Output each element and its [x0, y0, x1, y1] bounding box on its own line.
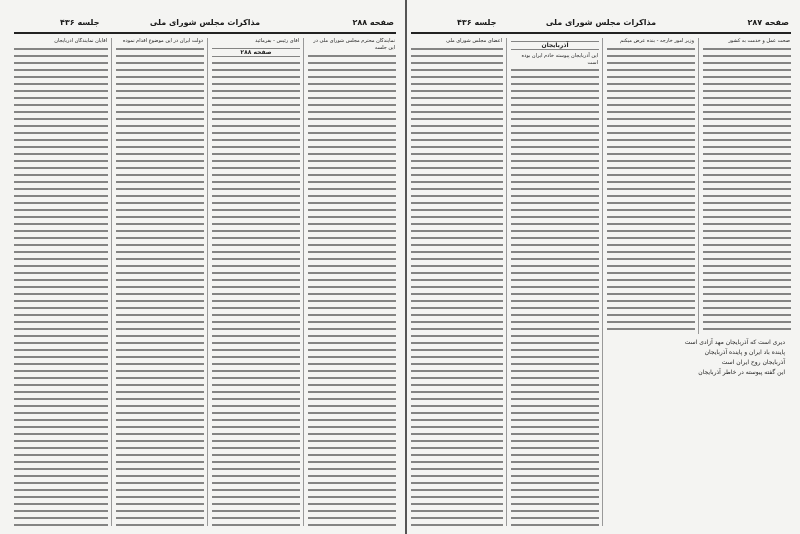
publication-title: مذاکرات مجلس شورای ملی	[545, 18, 657, 27]
column-text: صحت عمل و خدمت به کشور	[703, 38, 791, 45]
column-divider	[698, 38, 699, 334]
column-divider	[506, 38, 507, 526]
session-number: جلسه ۴۳۶	[60, 18, 100, 27]
text-column	[14, 38, 108, 526]
section-heading: آذربایجان	[511, 42, 599, 49]
column-divider	[602, 38, 603, 526]
text-column	[511, 38, 599, 526]
text-column	[703, 38, 791, 334]
poem-line: این گفته پیوسته در خاطر آذربایجان	[698, 369, 785, 376]
poem-line: پاینده باد ایران و پاینده آذربایجان	[704, 349, 785, 356]
text-column	[411, 38, 503, 526]
column-text: دولت ایران در این موضوع اقدام نموده	[116, 38, 204, 45]
column-text: آقای رئیس - بفرمائید	[212, 38, 300, 45]
header-rule	[411, 32, 791, 34]
column-text: این آذربایجان پیوسته خادم ایران بوده است	[511, 53, 599, 67]
poem-line: آذربایجان روح ایران است	[721, 359, 785, 366]
column-divider	[207, 38, 208, 526]
page-number: صفحه ۲۸۷	[747, 18, 789, 27]
text-column	[116, 38, 204, 526]
page-header	[407, 18, 795, 32]
column-divider	[303, 38, 304, 526]
column-text: وزیر امور خارجه - بنده عرض میکنم	[607, 38, 695, 45]
left-page	[10, 0, 400, 534]
text-column	[607, 38, 695, 334]
page-header	[10, 18, 400, 32]
column-text: نمایندگان محترم مجلس شورای ملی در این جلسه	[308, 38, 396, 52]
poem-line: دیری است که آذربایجان مهد آزادی است	[684, 339, 785, 346]
header-rule	[14, 32, 396, 34]
page-number: صفحه ۲۸۸	[352, 18, 394, 27]
session-number: جلسه ۴۳۶	[457, 18, 497, 27]
section-heading: صفحه ۲۸۸	[212, 49, 300, 56]
text-column	[212, 38, 300, 526]
text-column	[308, 38, 396, 526]
poem-block	[605, 338, 785, 528]
column-text: آقایان نمایندگان آذربایجان	[14, 38, 108, 45]
publication-title: مذاکرات مجلس شورای ملی	[149, 18, 261, 27]
column-divider	[111, 38, 112, 526]
right-page	[405, 0, 795, 534]
column-text: اعضای مجلس شورای ملی	[411, 38, 503, 45]
